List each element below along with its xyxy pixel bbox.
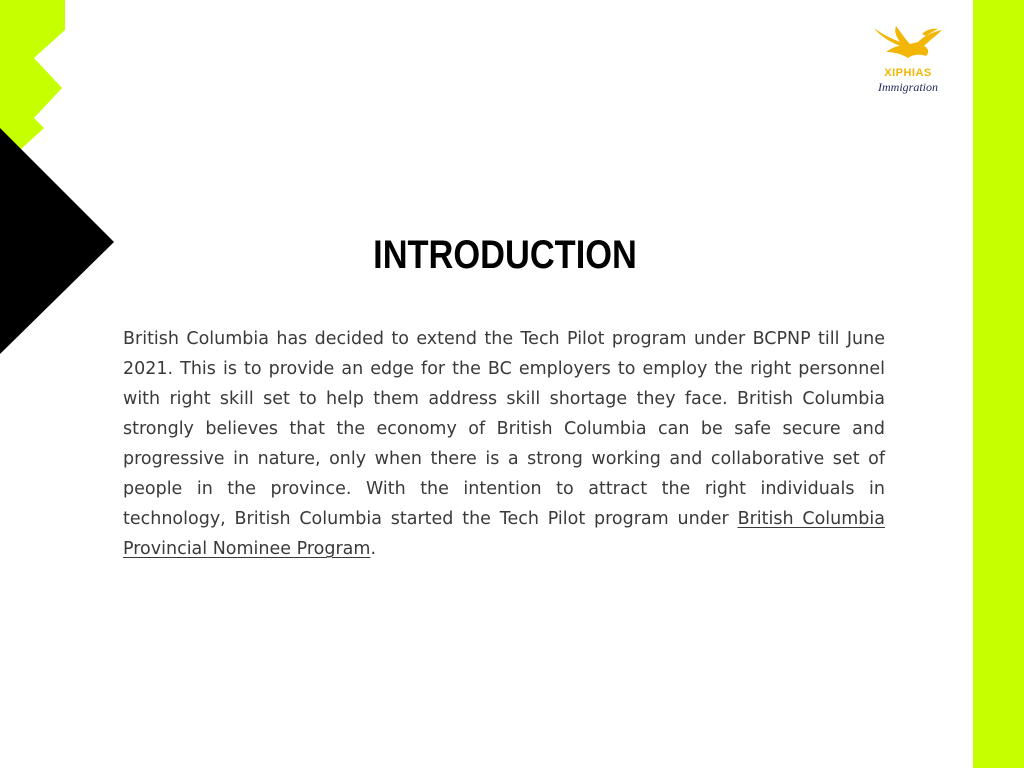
eagle-icon bbox=[866, 24, 950, 68]
paragraph-end: . bbox=[370, 539, 377, 559]
left-decoration bbox=[0, 0, 120, 360]
right-accent-bar bbox=[973, 0, 1024, 768]
slide-title: INTRODUCTION bbox=[373, 233, 637, 277]
bcpnp-link[interactable]: British Columbia Provincial Nominee Program bbox=[123, 509, 885, 559]
logo-tagline: Immigration bbox=[878, 80, 938, 94]
intro-paragraph bbox=[123, 324, 885, 564]
black-triangle-shape bbox=[0, 128, 114, 354]
company-logo bbox=[866, 24, 950, 96]
paragraph-text: British Columbia has decided to extend the Tech Pilot program under BCPNP till June 2021. This is to provide an edge for the BC employers to employ the right personnel with right skill set to help them address skill shortage they face. British Columbia strongly believes that the economy of British Columbia can be safe secure and progressive in nature, only when there is a strong working and collaborative set of people in the province. With the intention to attract the right individuals in technology, British Columbia started the Tech Pilot program under bbox=[123, 329, 885, 529]
logo-name: XIPHIAS bbox=[884, 67, 932, 79]
accent-chevron-shape bbox=[0, 0, 65, 150]
